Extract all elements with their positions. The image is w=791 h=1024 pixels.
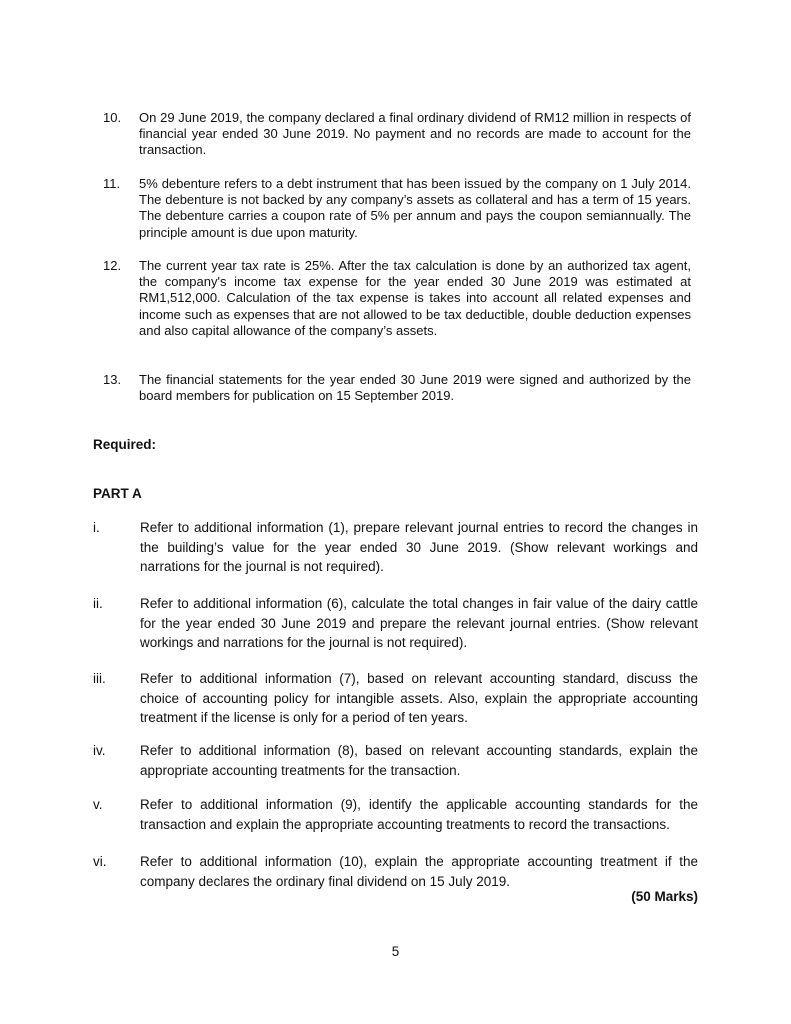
page-number: 5 [391, 944, 400, 959]
total-marks: (50 Marks) [631, 889, 698, 904]
note-number: 13. [103, 372, 122, 387]
question-i [93, 518, 698, 577]
note-text: 5% debenture refers to a debt instrument that has been issued by the company on 1 July 2014. The debenture is not backed by any company’s assets as collateral and has a term of 15 years. The debenture carries a coupon rate of 5% per annum and pays the coupon semiannually. The principle amount is due upon maturity. [139, 176, 691, 240]
question-number: v. [93, 797, 103, 812]
question-vi [93, 852, 698, 891]
note-11 [103, 176, 691, 241]
note-number: 12. [103, 258, 122, 273]
question-text: Refer to additional information (10), explain the appropriate accounting treatment if the company declares the ordinary final dividend on 15 July 2019. [140, 854, 698, 889]
note-number: 10. [103, 110, 122, 125]
note-12 [103, 258, 691, 339]
note-text: The financial statements for the year ended 30 June 2019 were signed and authorized by the board members for publication on 15 September 2019. [139, 372, 691, 404]
question-number: ii. [93, 596, 103, 611]
question-v [93, 795, 698, 834]
question-iv [93, 741, 698, 780]
question-text: Refer to additional information (9), identify the applicable accounting standards for the transaction and explain the appropriate accounting treatments to record the transactions. [140, 797, 698, 832]
part-a-heading: PART A [93, 486, 142, 501]
note-13 [103, 372, 691, 404]
question-number: iv. [93, 743, 106, 758]
note-text: The current year tax rate is 25%. After the tax calculation is done by an authorized tax agent, the company's income tax expense for the year ended 30 June 2019 was estimated at RM1,512,000. Calculation of the tax expense is takes into account all related expenses and income such as expenses that are not allowed to be tax deductible, double deduction expenses and also capital allowance of the company’s assets. [139, 258, 691, 338]
note-number: 11. [103, 176, 121, 191]
question-text: Refer to additional information (6), calculate the total changes in fair value of the dairy cattle for the year ended 30 June 2019 and prepare the relevant journal entries. (Show relevant workings and narrations for the journal is not required). [140, 596, 698, 650]
question-text: Refer to additional information (8), based on relevant accounting standards, explain the appropriate accounting treatments for the transaction. [140, 743, 698, 778]
required-heading: Required: [93, 437, 157, 452]
question-number: iii. [93, 671, 106, 686]
question-text: Refer to additional information (7), based on relevant accounting standard, discuss the choice of accounting policy for intangible assets. Also, explain the appropriate accounting treatment if the license is only for a period of ten years. [140, 671, 698, 725]
question-iii [93, 669, 698, 728]
question-number: vi. [93, 854, 107, 869]
note-10 [103, 110, 691, 159]
note-text: On 29 June 2019, the company declared a final ordinary dividend of RM12 million in respects of financial year ended 30 June 2019. No payment and no records are made to account for the transaction. [139, 110, 691, 158]
question-number: i. [93, 520, 100, 535]
question-ii [93, 594, 698, 653]
question-text: Refer to additional information (1), prepare relevant journal entries to record the changes in the building’s value for the year ended 30 June 2019. (Show relevant workings and narrations for the journal is not required). [140, 520, 698, 574]
